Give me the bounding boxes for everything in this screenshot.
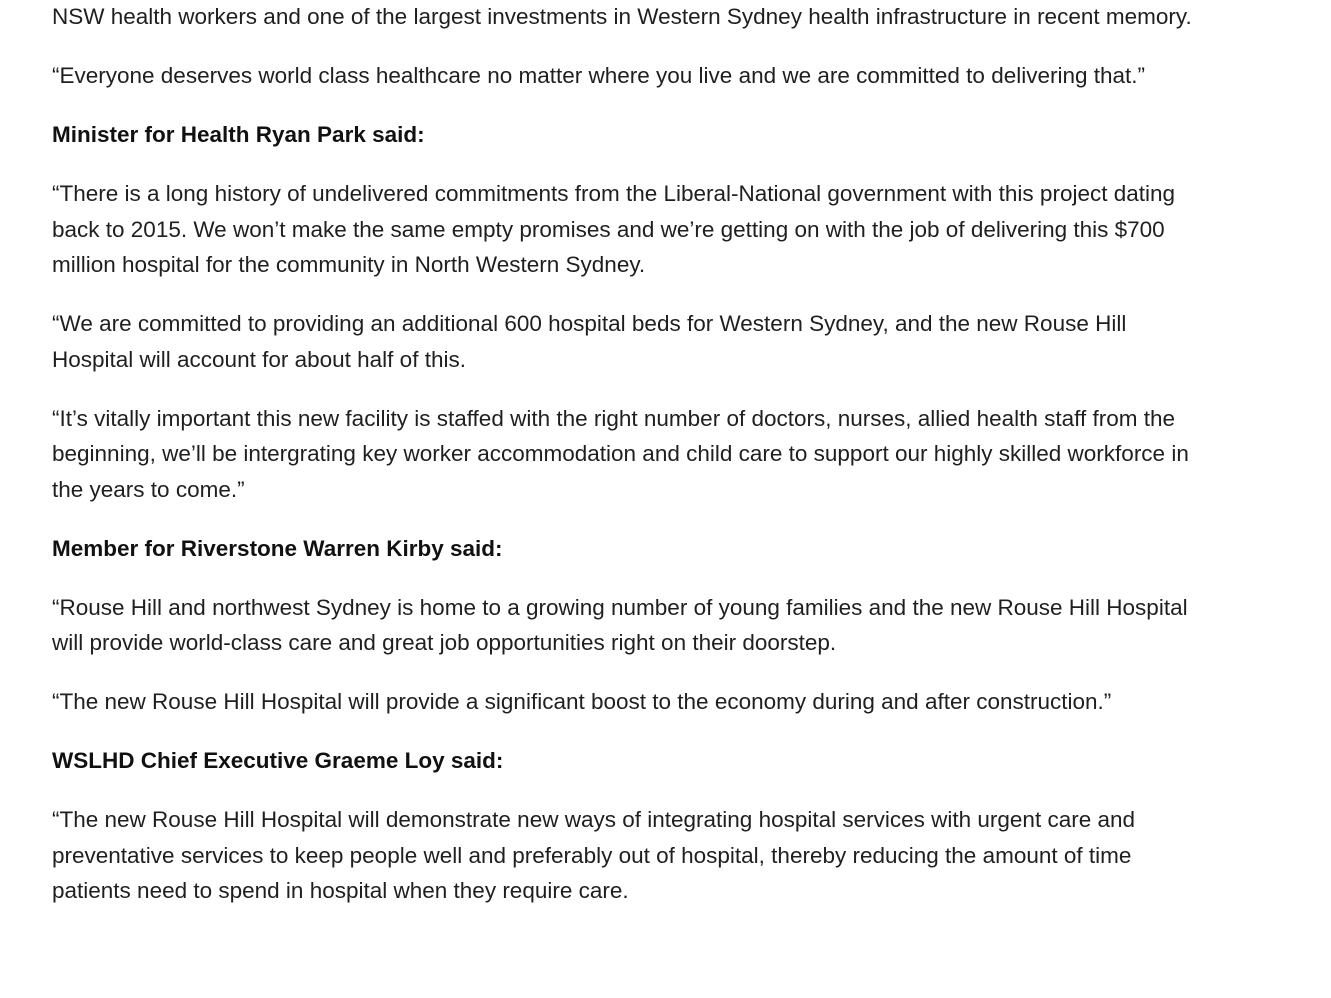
speaker-heading-graeme-loy: WSLHD Chief Executive Graeme Loy said:	[52, 748, 504, 773]
speaker-heading-ryan-park: Minister for Health Ryan Park said:	[52, 122, 425, 147]
paragraph-quote-hospital-beds: “We are committed to providing an additional 600 hospital beds for Western Sydney, and the new Rouse Hill Hospital will account for about half of this.	[52, 311, 1127, 372]
paragraph-investment-intro: NSW health workers and one of the largest investments in Western Sydney health infrastructure in recent memory.	[52, 4, 1192, 29]
paragraph-quote-integrating-services: “The new Rouse Hill Hospital will demonstrate new ways of integrating hospital services with urgent care and preventative services to keep people well and preferably out of hospital, thereby reducing the amount of time patients need to spend in hospital when they require care.	[52, 807, 1136, 903]
paragraph-quote-history: “There is a long history of undelivered commitments from the Liberal-National government with this project dating back to 2015. We won’t make the same empty promises and we’re getting on with the job of delivering this $700 million hospital for the community in North Western Sydney.	[52, 181, 1176, 277]
speaker-heading-warren-kirby: Member for Riverstone Warren Kirby said:	[52, 535, 503, 561]
paragraph-quote-economy: “The new Rouse Hill Hospital will provide a significant boost to the economy during and after construction.”	[52, 689, 1112, 714]
article-body	[52, 0, 1192, 932]
paragraph-quote-staffing: “It’s vitally important this new facility is staffed with the right number of doctors, nurses, allied health staff from the beginning, we’ll be intergrating key worker accommodation and child care to support our highly skilled workforce in the years to come.”	[52, 405, 1189, 502]
paragraph-quote-world-class: “Everyone deserves world class healthcare no matter where you live and we are committed to delivering that.”	[52, 63, 1146, 88]
paragraph-quote-young-families: “Rouse Hill and northwest Sydney is home to a growing number of young families and the new Rouse Hill Hospital will provide world-class care and great job opportunities right on their doorstep.	[52, 594, 1188, 655]
